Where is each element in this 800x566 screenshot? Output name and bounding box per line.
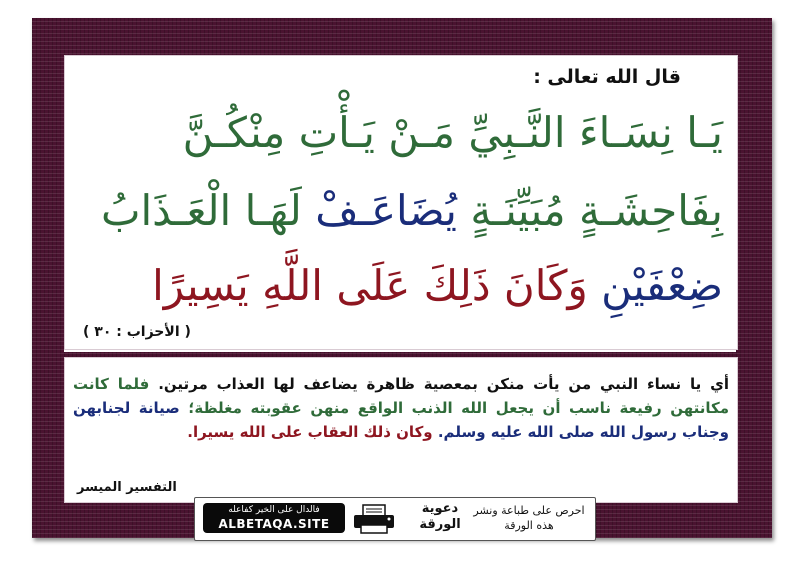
site-link[interactable] xyxy=(203,503,345,533)
tafsir-text xyxy=(73,372,729,444)
print-tip: احرص على طباعة ونشر هذه الورقة xyxy=(473,504,585,532)
verse-segment-difayn: ضِعْفَيْنِ xyxy=(601,261,723,310)
verse-line-3 xyxy=(73,261,723,310)
tafsir-source: التفسير الميسر xyxy=(77,480,177,495)
tafsir-part-3: صيانة لجنابهن وجناب رسول الله صلى الله عليه وسلم. xyxy=(73,399,729,441)
tafsir-part-2: فلما كانت مكانتهن رفيعة ناسب أن يجعل الله الذنب الواقع منهن عقوبته مغلظة؛ xyxy=(73,375,730,417)
logo-line-2: الورقة xyxy=(419,517,461,532)
verse-reference: ( الأحزاب : ٣٠ ) xyxy=(83,324,191,340)
tafsir-panel xyxy=(64,357,738,503)
verse-panel xyxy=(64,55,738,350)
verse-segment-yudaaf: يُضَاعَـفْ xyxy=(315,186,457,235)
logo xyxy=(409,501,471,535)
verse-line-2 xyxy=(73,186,723,235)
footer-banner xyxy=(194,497,596,541)
printer-icon xyxy=(351,504,397,538)
verse-segment-fahisha: بِفَاحِشَـةٍ مُبَيِّنَـةٍ xyxy=(470,186,723,235)
logo-line-1: دعوية xyxy=(421,501,459,516)
verse-intro: قال الله تعالى : xyxy=(533,66,681,88)
tafsir-part-1: أي يا نساء النبي من يأت منكن بمعصية ظاهرة يضاعف لها العذاب مرتين. xyxy=(158,375,729,393)
verse-segment-adhab: لَهَـا الْعَـذَابُ xyxy=(100,186,302,235)
tafsir-part-4: وكان ذلك العقاب على الله يسيرا. xyxy=(187,423,433,441)
verse-line-1: يَـا نِسَـاءَ النَّـبِيِّ مَـنْ يَـأْتِ مِنْكُـنَّ xyxy=(182,108,723,157)
verse-segment-yasira: وَكَانَ ذَلِكَ عَلَى اللَّهِ يَسِيرًا xyxy=(152,261,588,310)
site-url: ALBETAQA.SITE xyxy=(218,517,330,531)
site-tagline: فالدال على الخير كفاعله xyxy=(228,505,320,515)
divider xyxy=(64,350,736,352)
